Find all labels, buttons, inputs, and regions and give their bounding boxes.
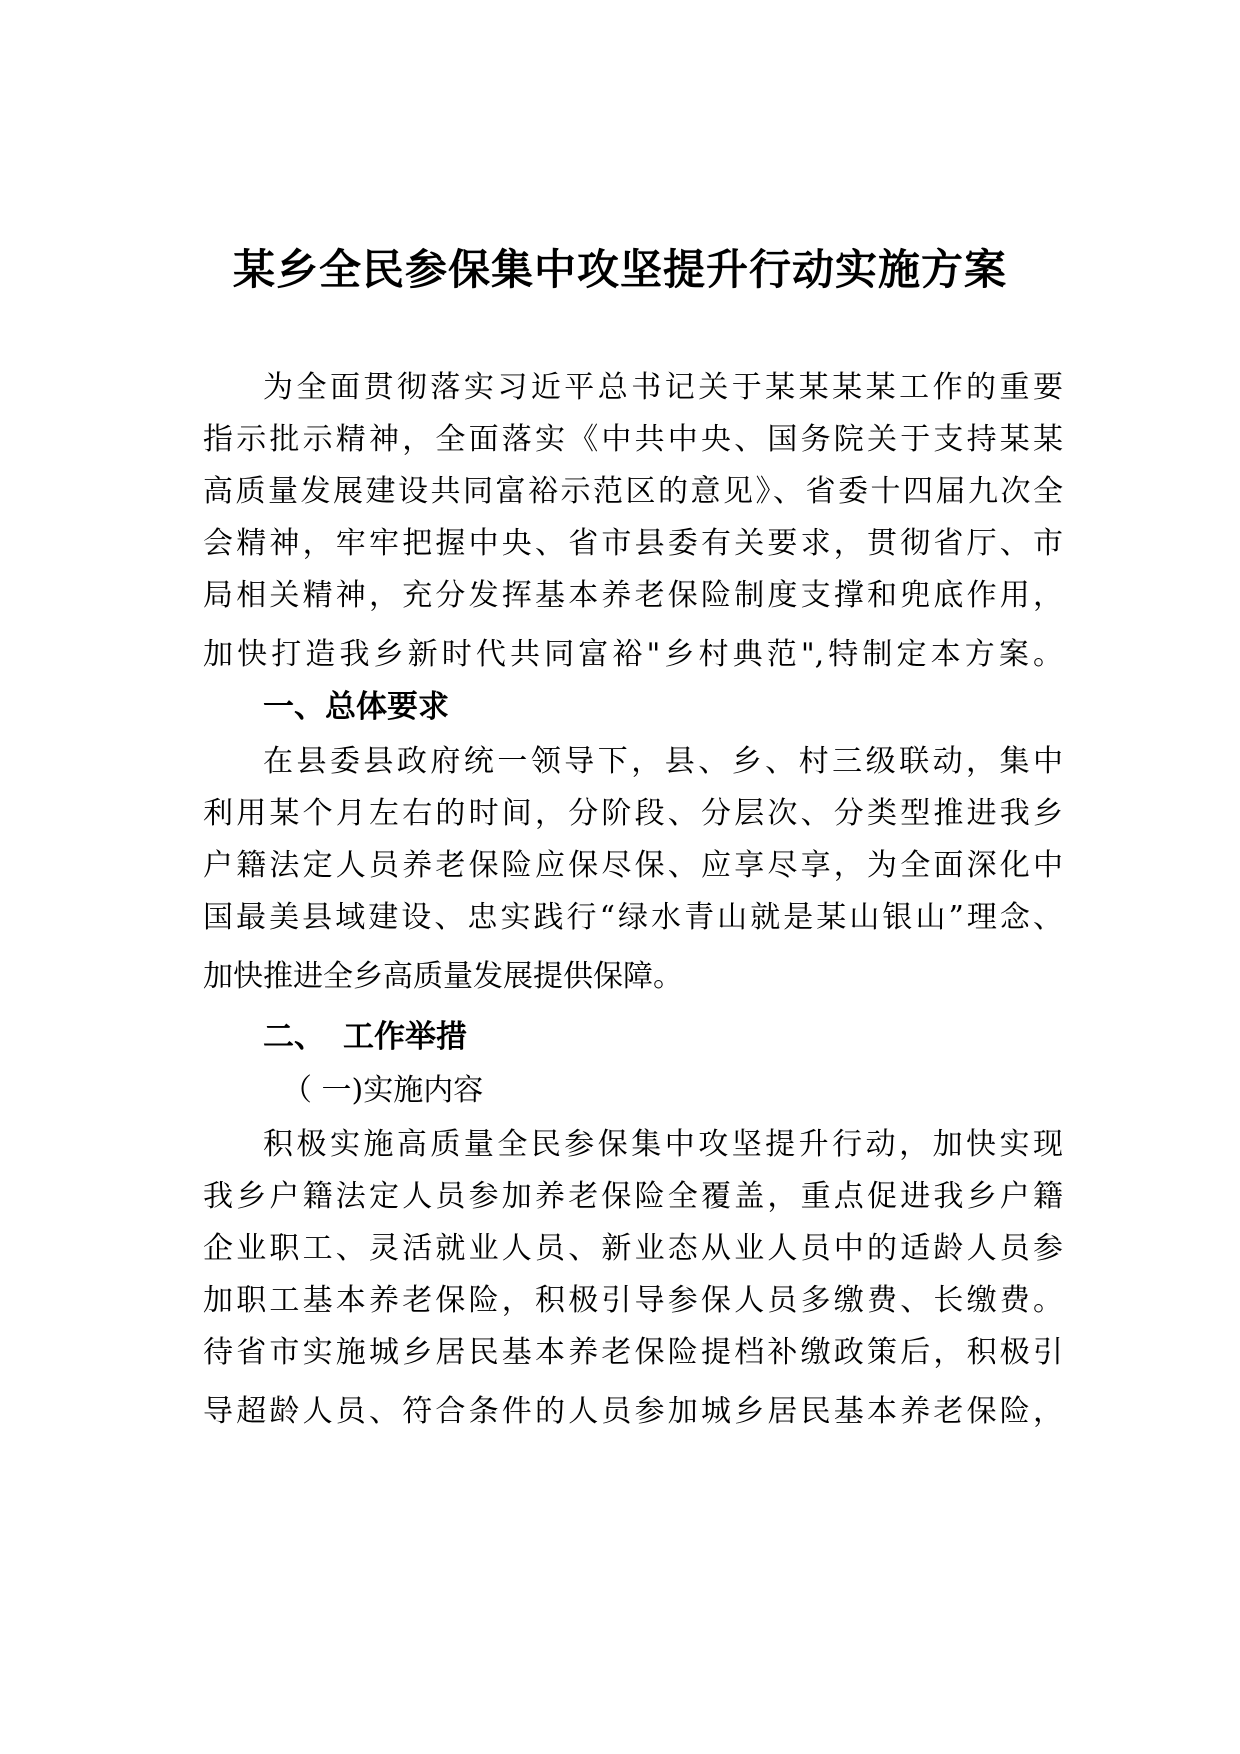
section-2-line-6: 导超龄人员、符合条件的人员参加城乡居民基本养老保险，: [203, 1394, 1063, 1429]
section-2-line-1: 积极实施高质量全民参保集中攻坚提升行动，加快实现: [263, 1127, 1063, 1162]
document-title: 某乡全民参保集中攻坚提升行动实施方案: [232, 245, 1007, 294]
section-2-line-2: 我乡户籍法定人员参加养老保险全覆盖，重点促进我乡户籍: [203, 1179, 1063, 1214]
section-2-line-5: 待省市实施城乡居民基本养老保险提档补缴政策后，积极引: [203, 1335, 1063, 1370]
intro-line-6: 加快打造我乡新时代共同富裕"乡村典范",特制定本方案。: [203, 637, 1063, 672]
section-1-line-4: 国最美县域建设、忠实践行“绿水青山就是某山银山”理念、: [203, 900, 1063, 935]
section-1-line-3: 户籍法定人员养老保险应保尽保、应享尽享，为全面深化中: [203, 848, 1063, 883]
section-2-line-3: 企业职工、灵活就业人员、新业态从业人员中的适龄人员参: [203, 1231, 1063, 1266]
intro-line-5: 局相关精神，充分发挥基本养老保险制度支撑和兜底作用，: [203, 578, 1063, 613]
section-2-line-4: 加职工基本养老保险，积极引导参保人员多缴费、长缴费。: [203, 1283, 1063, 1318]
section-1-heading: 一、总体要求: [263, 689, 449, 725]
section-2-heading: [263, 1012, 467, 1062]
intro-line-2: 指示批示精神，全面落实《中共中央、国务院关于支持某某: [203, 422, 1063, 457]
section-2-heading-text: 工作举措: [343, 1019, 467, 1055]
intro-line-4: 会精神，牢牢把握中央、省市县委有关要求，贯彻省厅、市: [203, 526, 1063, 561]
section-1-line-5: 加快推进全乡高质量发展提供保障。: [203, 959, 683, 994]
section-1-line-2: 利用某个月左右的时间，分阶段、分层次、分类型推进我乡: [203, 796, 1063, 831]
intro-line-1: 为全面贯彻落实习近平总书记关于某某某某工作的重要: [263, 370, 1063, 405]
section-1-line-1: 在县委县政府统一领导下，县、乡、村三级联动，集中: [263, 744, 1063, 779]
section-2-heading-number: 二、: [263, 1019, 325, 1055]
section-2-subheading: （ 一)实施内容: [282, 1073, 484, 1108]
intro-line-3: 高质量发展建设共同富裕示范区的意见》、省委十四届九次全: [203, 474, 1063, 509]
